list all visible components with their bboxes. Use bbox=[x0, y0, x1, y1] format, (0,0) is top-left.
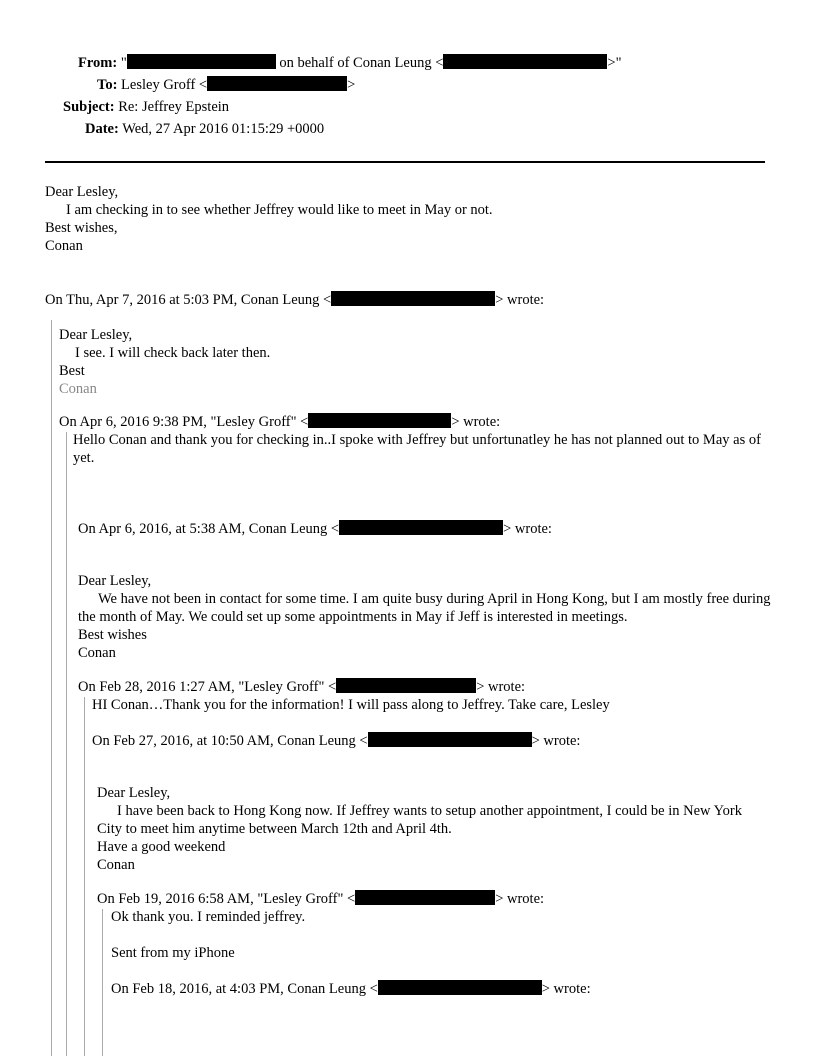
quote-attribution: On Feb 18, 2016, at 4:03 PM, Conan Leung < > wrote: bbox=[111, 981, 591, 997]
quote-line: I see. I will check back later then. bbox=[75, 345, 271, 361]
redaction-bar bbox=[368, 732, 532, 747]
body-greeting: Dear Lesley, bbox=[45, 184, 119, 200]
quote-bar bbox=[66, 432, 67, 1056]
quote-bar bbox=[84, 697, 85, 1056]
quote-attribution: On Thu, Apr 7, 2016 at 5:03 PM, Conan Leung < > wrote: bbox=[45, 292, 545, 308]
quote-greeting: Dear Lesley, bbox=[97, 785, 171, 801]
to-row bbox=[97, 76, 355, 94]
to-value: Lesley Groff < bbox=[121, 77, 208, 93]
to-label: To: bbox=[97, 77, 118, 93]
redaction-bar bbox=[308, 413, 451, 428]
redaction-bar bbox=[207, 76, 347, 91]
quote-closing: Have a good weekend bbox=[97, 839, 226, 855]
quote-sent-from: Sent from my iPhone bbox=[111, 945, 235, 961]
quote-signature: Conan bbox=[78, 645, 116, 661]
quote-signature: Conan bbox=[59, 381, 97, 397]
subject-value: Re: Jeffrey Epstein bbox=[118, 99, 230, 115]
date-value: Wed, 27 Apr 2016 01:15:29 +0000 bbox=[122, 121, 325, 137]
body-signature: Conan bbox=[45, 238, 83, 254]
redaction-bar bbox=[378, 980, 542, 995]
body-closing: Best wishes, bbox=[45, 220, 118, 236]
quote-closing: Best bbox=[59, 363, 85, 379]
redaction-bar bbox=[355, 890, 495, 905]
redaction-bar bbox=[443, 54, 607, 69]
from-middle: on behalf of Conan Leung < bbox=[275, 55, 444, 71]
date-row bbox=[85, 120, 324, 138]
quote-signature: Conan bbox=[97, 857, 135, 873]
quote-text: Hello Conan and thank you for checking in..I spoke with Jeffrey but unfortunatley he has not planned out to May as of yet. bbox=[73, 432, 761, 466]
quote-greeting: Dear Lesley, bbox=[78, 573, 152, 589]
header-divider bbox=[45, 161, 765, 163]
quote-bar bbox=[51, 320, 52, 1056]
quote-closing: Best wishes bbox=[78, 627, 147, 643]
quote-text: HI Conan…Thank you for the information! I will pass along to Jeffrey. Take care, Lesley bbox=[92, 697, 610, 713]
quote-attribution: On Apr 6, 2016 9:38 PM, "Lesley Groff" < > wrote: bbox=[59, 414, 501, 430]
to-suffix: > bbox=[347, 77, 356, 93]
from-prefix: " bbox=[120, 55, 127, 71]
quote-text: Ok thank you. I reminded jeffrey. bbox=[111, 909, 306, 925]
redaction-bar bbox=[339, 520, 503, 535]
quote-bar bbox=[102, 909, 103, 1056]
quote-attribution: On Apr 6, 2016, at 5:38 AM, Conan Leung < > wrote: bbox=[78, 521, 552, 537]
redaction-bar bbox=[127, 54, 276, 69]
quote-attribution: On Feb 28, 2016 1:27 AM, "Lesley Groff" < > wrote: bbox=[78, 679, 526, 695]
from-row bbox=[78, 54, 622, 72]
redaction-bar bbox=[331, 291, 495, 306]
subject-row bbox=[63, 98, 229, 116]
date-label: Date: bbox=[85, 121, 119, 137]
subject-label: Subject: bbox=[63, 99, 115, 115]
quote-greeting: Dear Lesley, bbox=[59, 327, 133, 343]
quote-text: I have been back to Hong Kong now. If Jeffrey wants to setup another appointment, I could be in New York City to meet him anytime between March 12th and April 4th. bbox=[97, 803, 742, 837]
quote-text: We have not been in contact for some time. I am quite busy during April in Hong Kong, but I am mostly free during the month of May. We could set up some appointments in May if Jeff is interested in meetings. bbox=[78, 591, 771, 625]
from-label: From: bbox=[78, 55, 118, 71]
from-suffix: >" bbox=[607, 55, 622, 71]
quote-attribution: On Feb 19, 2016 6:58 AM, "Lesley Groff" < > wrote: bbox=[97, 891, 545, 907]
body-line: I am checking in to see whether Jeffrey would like to meet in May or not. bbox=[66, 202, 493, 218]
redaction-bar bbox=[336, 678, 476, 693]
quote-attribution: On Feb 27, 2016, at 10:50 AM, Conan Leung < > wrote: bbox=[92, 733, 581, 749]
